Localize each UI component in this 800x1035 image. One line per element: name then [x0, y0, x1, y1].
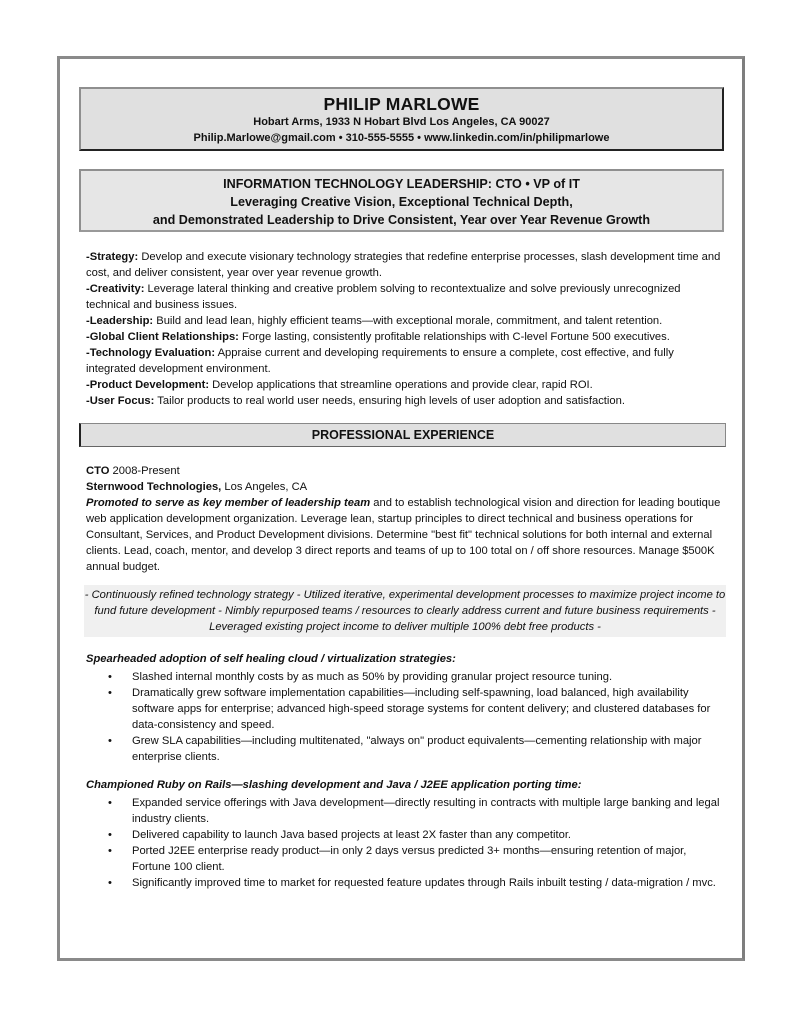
- list-item: [108, 875, 726, 891]
- highlights-summary: - Continuously refined technology strategy - Utilized iterative, experimental development processes to maximize project income to fund future development - Nimbly repurposed teams / resources to clearly address current and future business requirements - Leveraged existing project income to deliver multiple 100% debt free products -: [84, 585, 726, 637]
- section-heading-experience: PROFESSIONAL EXPERIENCE: [79, 423, 726, 447]
- list-item: [108, 843, 726, 875]
- company-line: [86, 479, 726, 495]
- bullet-icon: •: [108, 797, 112, 809]
- list-item: [108, 827, 726, 843]
- skill-item: [86, 281, 726, 313]
- bullet-text: Slashed internal monthly costs by as much as 50% by providing granular project resource tuning.: [132, 671, 613, 683]
- skill-item: [86, 313, 726, 329]
- job-title: CTO: [86, 465, 110, 477]
- skill-text: Develop applications that streamline operations and provide clear, rapid ROI.: [209, 379, 593, 391]
- skill-item: [86, 329, 726, 345]
- list-item: [108, 669, 726, 685]
- skill-label: -Global Client Relationships:: [86, 331, 239, 343]
- contact-info: Philip.Marlowe@gmail.com • 310-555-5555 • www.linkedin.com/in/philipmarlowe: [193, 132, 610, 144]
- skill-label: -Technology Evaluation:: [86, 347, 216, 359]
- bullet-text: Ported J2EE enterprise ready product—in only 2 days versus predicted 3+ months—ensuring retention of major, Fortune 100 client.: [132, 845, 687, 873]
- list-item: [108, 795, 726, 827]
- bullet-icon: •: [108, 687, 112, 699]
- skill-label: -Leadership:: [86, 315, 154, 327]
- list-item: [108, 733, 726, 765]
- skill-item: [86, 345, 726, 377]
- skill-item: [86, 393, 726, 409]
- job-intro-emphasis: Promoted to serve as key member of leadership team: [86, 497, 371, 509]
- bullet-icon: •: [108, 735, 112, 747]
- header-box: [79, 87, 724, 151]
- bullet-icon: •: [108, 877, 112, 889]
- bullet-text: Grew SLA capabilities—including multitenated, "always on" product equivalents—cementing relationship with major enterprise clients.: [132, 735, 702, 763]
- achievement-list: [86, 669, 726, 765]
- skill-text: Leverage lateral thinking and creative problem solving to recontextualize and solve previously unrecognized technical and business issues.: [86, 283, 681, 311]
- bullet-icon: •: [108, 845, 112, 857]
- skill-label: -Creativity:: [86, 283, 145, 295]
- resume-page: [57, 56, 745, 961]
- company-location: Los Angeles, CA: [221, 481, 308, 493]
- achievement-heading: Championed Ruby on Rails—slashing development and Java / J2EE application porting time:: [86, 779, 582, 791]
- bullet-text: Dramatically grew software implementation capabilities—including self-spawning, load balanced, high availability software apps for enterprise; advanced high-speed storage systems for content delivery; and clustered databases for data-consistency and speed.: [132, 687, 711, 731]
- job-dates: 2008-Present: [109, 465, 180, 477]
- headline-tagline-2: and Demonstrated Leadership to Drive Consistent, Year over Year Revenue Growth: [152, 213, 651, 227]
- headline-title: INFORMATION TECHNOLOGY LEADERSHIP: CTO • VP of IT: [223, 177, 580, 191]
- job-description: [86, 495, 726, 575]
- bullet-icon: •: [108, 829, 112, 841]
- list-item: [108, 685, 726, 733]
- bullet-text: Delivered capability to launch Java based projects at least 2X faster than any competitor.: [132, 829, 572, 841]
- job-intro-text: and to establish technological vision and direction for leading boutique web application development organization. Leverage lean, startup principles to direct technical and business operations for Consultant, Services, and Product Development divisions. Determine "best fit" technical solutions for both internal and external clients. Lead, coach, mentor, and develop 3 direct reports and teams of up to 100 total on / off shore resources. Manage $500K annual budget.: [86, 497, 721, 573]
- skill-item: [86, 249, 726, 281]
- skill-label: -Product Development:: [86, 379, 210, 391]
- achievement-heading: Spearheaded adoption of self healing cloud / virtualization strategies:: [86, 653, 456, 665]
- achievement-list: [86, 795, 726, 891]
- bullet-text: Significantly improved time to market for requested feature updates through Rails inbuilt testing / data-migration / mvc.: [132, 877, 716, 889]
- skill-text: Tailor products to real world user needs, ensuring high levels of user adoption and satisfaction.: [154, 395, 625, 407]
- headline-box: [79, 169, 724, 232]
- skill-text: Forge lasting, consistently profitable relationships with C-level Fortune 500 executives.: [238, 331, 670, 343]
- skill-label: -Strategy:: [86, 251, 139, 263]
- experience-entry: [86, 463, 726, 891]
- skill-label: -User Focus:: [86, 395, 155, 407]
- bullet-text: Expanded service offerings with Java development—directly resulting in contracts with multiple large banking and legal industry clients.: [132, 797, 720, 825]
- skill-item: [86, 377, 726, 393]
- candidate-name: PHILIP MARLOWE: [323, 94, 480, 114]
- job-title-line: [86, 463, 726, 479]
- skill-text: Develop and execute visionary technology strategies that redefine enterprise processes, slash development time and cost, and deliver consistent, year over year revenue growth.: [86, 251, 721, 279]
- skills-summary: [86, 249, 726, 409]
- bullet-icon: •: [108, 671, 112, 683]
- address: Hobart Arms, 1933 N Hobart Blvd Los Angeles, CA 90027: [253, 116, 550, 128]
- skill-text: Build and lead lean, highly efficient teams—with exceptional morale, commitment, and talent retention.: [153, 315, 663, 327]
- headline-tagline-1: Leveraging Creative Vision, Exceptional Technical Depth,: [230, 195, 573, 209]
- company-name: Sternwood Technologies,: [86, 481, 222, 493]
- skill-text: Appraise current and developing requirements to ensure a complete, cost effective, and fully integrated development environment.: [86, 347, 674, 375]
